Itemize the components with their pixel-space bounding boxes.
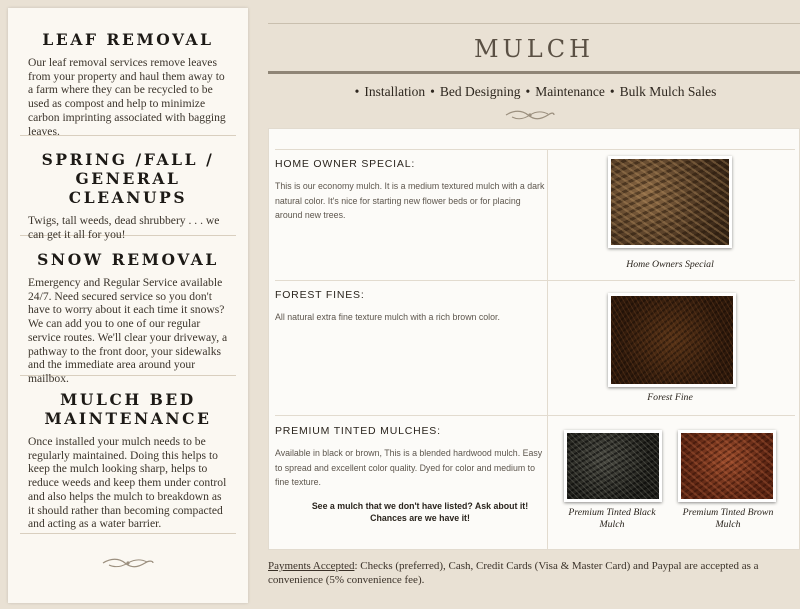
payments-text: : Checks (preferred), Cash, Credit Cards (Visa & Master Card) and Paypal are accepted as a convenience (5% convenience fee). [268,560,759,586]
photo-caption: Home Owners Special [626,259,714,270]
bullet-icon: • [430,84,435,99]
photo-caption: Forest Fine [647,392,693,403]
service-description: Emergency and Regular Service available 24/7. Need secured service so you don't have to worry about it each time it snows? We can add you to one of our regular service routes. We'll clear your driveway, a pathway to the front door, your sidewalks and the immediate area around your mailbox. [28,276,228,385]
product-row-forest-fines [275,280,795,415]
photo-caption: Premium Tinted Black Mulch [568,507,656,530]
service-cleanups [20,136,236,241]
service-snow-removal [20,236,236,385]
bullet-icon: • [609,84,615,99]
product-description: All natural extra fine texture mulch with a rich brown color. [275,312,500,322]
service-title: LEAF REMOVAL [42,30,214,49]
nav-item-maintenance[interactable]: Maintenance [535,84,605,99]
divider [268,71,800,74]
main-content [268,0,800,609]
service-title: SPRING /FALL / GENERAL CLEANUPS [41,150,215,207]
bullet-icon: • [525,84,531,99]
sidebar [8,8,248,603]
payments-label: Payments Accepted [268,560,355,572]
mulch-photo-premium-tinted-black [564,430,662,502]
service-title: MULCH BED MAINTENANCE [44,390,212,428]
payments-note [268,560,800,587]
service-description: Our leaf removal services remove leaves from your property and haul them away to a farm where they can be recycled to be used as compost and help to minimize carbon imprinting associated with bagging leaves. [28,56,226,138]
service-description: Twigs, tall weeds, dead shrubbery . . . we can get it all for you! [28,214,220,241]
product-heading: FOREST FINES: [275,289,365,301]
nav-item-bulk-mulch-sales[interactable]: Bulk Mulch Sales [619,84,717,99]
service-nav [268,84,800,100]
service-leaf-removal [20,8,236,136]
bullet-icon: • [354,84,360,99]
product-row-home-owner-special [275,149,795,280]
product-panel [268,128,800,550]
nav-item-installation[interactable]: Installation [364,84,426,99]
service-title: SNOW REMOVAL [37,250,219,269]
page-title: MULCH [473,35,595,63]
product-heading: HOME OWNER SPECIAL: [275,158,416,170]
mulch-photo-forest-fine [608,293,736,387]
product-row-premium-tinted [275,415,795,549]
product-description: Available in black or brown, This is a blended hardwood mulch. Easy to spread and excellent color quality. Dyed for color and medium to fine texture. [275,448,543,487]
service-mulch-bed-maintenance [20,376,236,534]
mulch-photo-premium-tinted-brown [678,430,776,502]
nav-item-bed-designing[interactable]: Bed Designing [439,84,521,99]
mulch-photo-home-owners-special [608,156,732,248]
photo-caption: Premium Tinted Brown Mulch [682,507,774,530]
service-description: Once installed your mulch needs to be regularly maintained. Doing this helps to keep the mulch looking sharp, helps to reduce weeds and keep them under control and also helps the mulch to breakdown as it should rather than becoming compacted and acting as a water barrier. [28,435,227,531]
ask-about-mulch-note: See a mulch that we don't have listed? Ask about it! Chances are we have it! [311,500,529,523]
product-description: This is our economy mulch. It is a medium textured mulch with a dark natural color. It's nice for starting new flower beds or for placing around new trees. [275,181,545,220]
flourish-ornament-icon [504,108,556,127]
divider [268,23,800,24]
flourish-ornament-icon [20,556,236,575]
product-heading: PREMIUM TINTED MULCHES: [275,425,441,437]
